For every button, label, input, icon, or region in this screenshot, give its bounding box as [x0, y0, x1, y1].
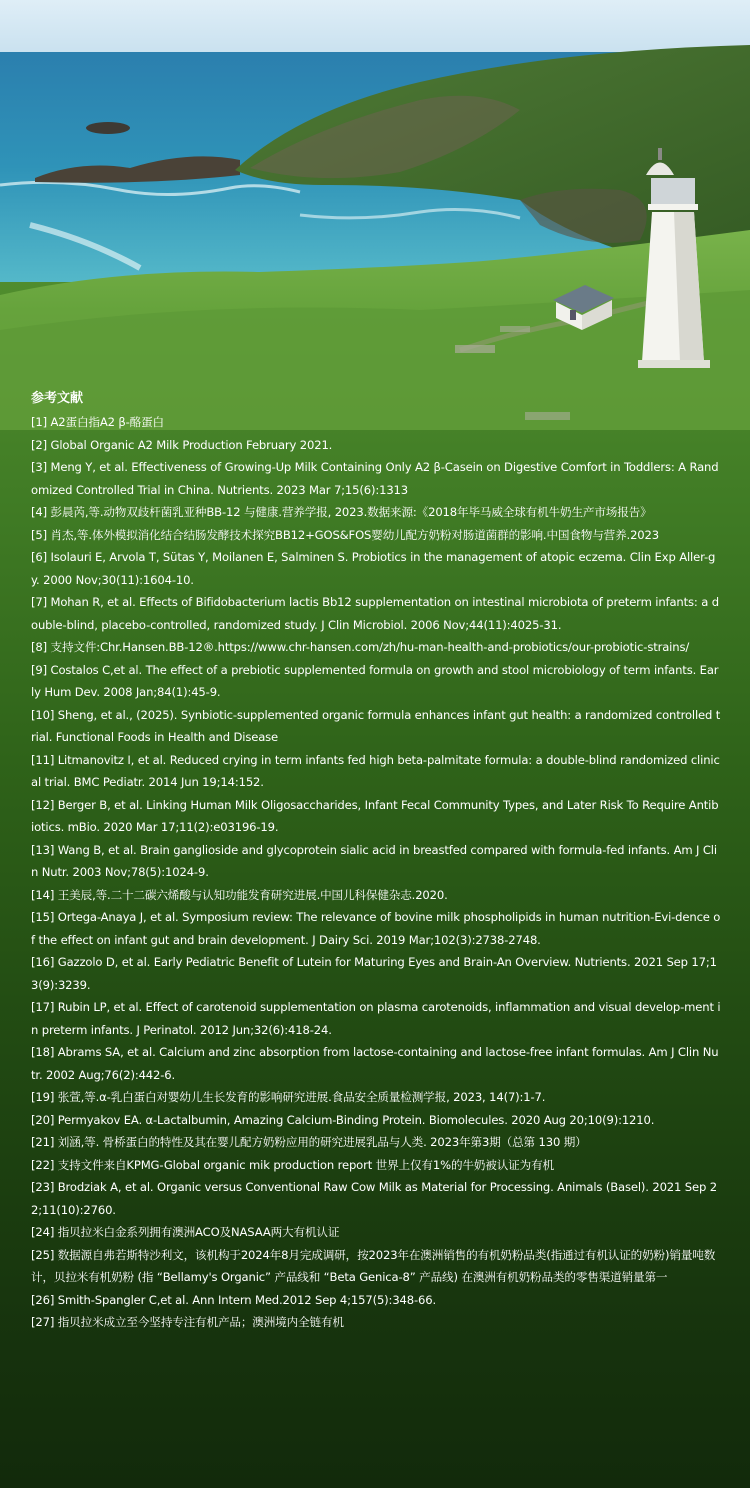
reference-item: [8] 支持文件:Chr.Hansen.BB-12®.https://www.chr-hansen.com/zh/hu-man-health-and-probiotics/our-probiotic-strains/	[31, 640, 690, 654]
reference-item: [25] 数据源自弗若斯特沙利文，该机构于2024年8月完成调研，按2023年在澳洲销售的有机奶粉品类(指通过有机认证的奶粉)销量吨数计，贝拉米有机奶粉 (指 “Bellamy's Organic” 产品线和 “Beta Genica-8” 产品线) 在澳洲有机奶粉品类的零售渠道销量第一	[31, 1247, 716, 1284]
reference-item: [5] 肖杰,等.体外模拟消化结合结肠发酵技术探究BB12+GOS&FOS婴幼儿配方奶粉对肠道菌群的影响.中国食物与营养.2023	[31, 527, 659, 542]
reference-item: [9] Costalos C,et al. The effect of a prebiotic supplemented formula on growth and stool microbiology of term infants. Early Hum Dev. 2008 Jan;84(1):45-9.	[31, 662, 719, 699]
reference-item: [3] Meng Y, et al. Effectiveness of Growing-Up Milk Containing Only A2 β-Casein on Digestive Comfort in Toddlers: A Randomized Controlled Trial in China. Nutrients. 2023 Mar 7;15(6):1313	[31, 460, 719, 497]
hero-landscape-image	[0, 0, 750, 430]
reference-item: [19] 张萱,等.α-乳白蛋白对婴幼儿生长发育的影响研究进展.食品安全质量检测学报, 2023, 14(7):1-7.	[31, 1090, 546, 1104]
reference-item: [27] 指贝拉米成立至今坚持专注有机产品；澳洲境内全链有机	[31, 1315, 344, 1329]
references-title: 参考文献	[31, 391, 84, 406]
reference-item: [4] 彭晨芮,等.动物双歧杆菌乳亚种BB-12 与健康.营养学报, 2023.数据来源:《2018年毕马威全球有机牛奶生产市场报告》	[31, 505, 652, 519]
reference-item: [14] 王美辰,等.二十二碳六烯酸与认知功能发育研究进展.中国儿科保健杂志.2020.	[31, 887, 448, 902]
reference-item: [26] Smith-Spangler C,et al. Ann Intern Med.2012 Sep 4;157(5):348-66.	[31, 1292, 437, 1307]
reference-item: [7] Mohan R, et al. Effects of Bifidobacterium lactis Bb12 supplementation on intestinal microbiota of preterm infants: a double-blind, placebo-controlled, randomized study. J Clin Microbiol. 2006 Nov;44(11):4025-31.	[31, 595, 719, 632]
reference-item: [6] Isolauri E, Arvola T, Sütas Y, Moilanen E, Salminen S. Probiotics in the management of atopic eczema. Clin Exp Aller-gy. 2000 Nov;30(11):1604-10.	[31, 550, 716, 587]
reference-item: [10] Sheng, et al., (2025). Synbiotic-supplemented organic formula enhances infant gut health: a randomized controlled trial. Functional Foods in Health and Disease	[31, 707, 721, 744]
reference-item: [18] Abrams SA, et al. Calcium and zinc absorption from lactose-containing and lactose-free infant formulas. Am J Clin Nutr. 2002 Aug;76(2):442-6.	[31, 1045, 719, 1082]
references-list	[31, 411, 721, 1334]
reference-item: [20] Permyakov EA. α-Lactalbumin, Amazing Calcium-Binding Protein. Biomolecules. 2020 Aug 20;10(9):1210.	[31, 1112, 655, 1127]
reference-item: [2] Global Organic A2 Milk Production February 2021.	[31, 437, 333, 452]
reference-item: [17] Rubin LP, et al. Effect of carotenoid supplementation on plasma carotenoids, inflammation and visual develop-ment in preterm infants. J Perinatol. 2012 Jun;32(6):418-24.	[31, 1000, 721, 1037]
reference-item: [1] A2蛋白指A2 β-酪蛋白	[31, 415, 165, 429]
reference-item: [21] 刘涵,等. 骨桥蛋白的特性及其在婴儿配方奶粉应用的研究进展乳品与人类. 2023年第3期（总第 130 期）	[31, 1135, 587, 1149]
references-section	[31, 388, 721, 1334]
reference-item: [24] 指贝拉米白金系列拥有澳洲ACO及NASAA两大有机认证	[31, 1225, 340, 1239]
reference-item: [15] Ortega-Anaya J, et al. Symposium review: The relevance of bovine milk phospholipids in human nutrition-Evi-dence of the effect on infant gut and brain development. J Dairy Sci. 2019 Mar;102(3):2738-2748.	[31, 910, 721, 947]
reference-item: [11] Litmanovitz I, et al. Reduced crying in term infants fed high beta-palmitate formula: a double-blind randomized clinical trial. BMC Pediatr. 2014 Jun 19;14:152.	[31, 752, 720, 789]
reference-item: [22] 支持文件来自KPMG-Global organic mik production report 世界上仅有1%的牛奶被认证为有机	[31, 1157, 554, 1172]
reference-item: [13] Wang B, et al. Brain ganglioside and glycoprotein sialic acid in breastfed compared with formula-fed infants. Am J Clin Nutr. 2003 Nov;78(5):1024-9.	[31, 842, 717, 879]
reference-item: [12] Berger B, et al. Linking Human Milk Oligosaccharides, Infant Fecal Community Types, and Later Risk To Require Antibiotics. mBio. 2020 Mar 17;11(2):e03196-19.	[31, 797, 719, 834]
reference-item: [16] Gazzolo D, et al. Early Pediatric Benefit of Lutein for Maturing Eyes and Brain-An Overview. Nutrients. 2021 Sep 17;13(9):3239.	[31, 955, 717, 992]
reference-item: [23] Brodziak A, et al. Organic versus Conventional Raw Cow Milk as Material for Processing. Animals (Basel). 2021 Sep 22;11(10):2760.	[31, 1180, 717, 1217]
